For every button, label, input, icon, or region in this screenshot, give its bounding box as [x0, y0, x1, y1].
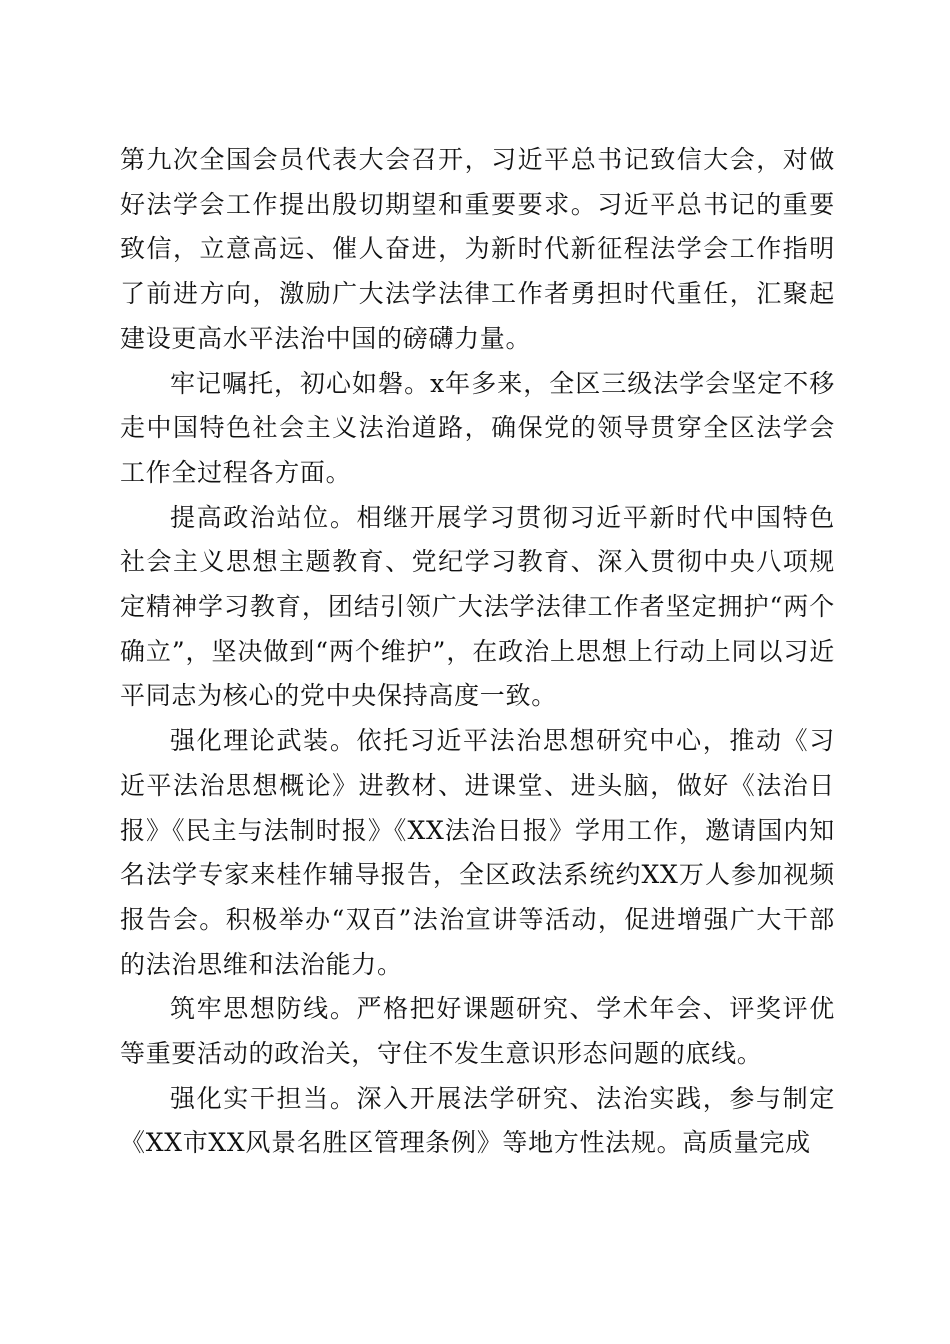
paragraph-political-stance: 提高政治站位。相继开展学习贯彻习近平新时代中国特色社会主义思想主题教育、党纪学习教育、深入贯彻中央八项规定精神学习教育，团结引领广大法学法律工作者坚定拥护“两个确立”，坚决做到“两个维护”，在政治上思想上行动上同以习近平同志为核心的党中央保持高度一致。: [120, 502, 835, 711]
paragraph-practical-responsibility: 强化实干担当。深入开展法学研究、法治实践，参与制定《XX市XX风景名胜区管理条例》等地方性法规。高质量完成: [120, 1083, 835, 1158]
document-body: [120, 138, 835, 1166]
paragraph-remember-entrustment: 牢记嘱托，初心如磐。x年多来，全区三级法学会坚定不移走中国特色社会主义法治道路，确保党的领导贯穿全区法学会工作全过程各方面。: [120, 368, 835, 487]
paragraph-ideological-defense: 筑牢思想防线。严格把好课题研究、学术年会、评奖评优等重要活动的政治关，守住不发生意识形态问题的底线。: [120, 994, 835, 1069]
paragraph-continuation: 第九次全国会员代表大会召开，习近平总书记致信大会，对做好法学会工作提出殷切期望和重要要求。习近平总书记的重要致信，立意高远、催人奋进，为新时代新征程法学会工作指明了前进方向，激励广大法学法律工作者勇担时代重任，汇聚起建设更高水平法治中国的磅礴力量。: [120, 145, 835, 353]
paragraph-theory-armament: 强化理论武装。依托习近平法治思想研究中心，推动《习近平法治思想概论》进教材、进课堂、进头脑，做好《法治日报》《民主与法制时报》《XX法治日报》学用工作，邀请国内知名法学专家来桂作辅导报告，全区政法系统约XX万人参加视频报告会。积极举办“双百”法治宣讲等活动，促进增强广大干部的法治思维和法治能力。: [120, 726, 835, 979]
